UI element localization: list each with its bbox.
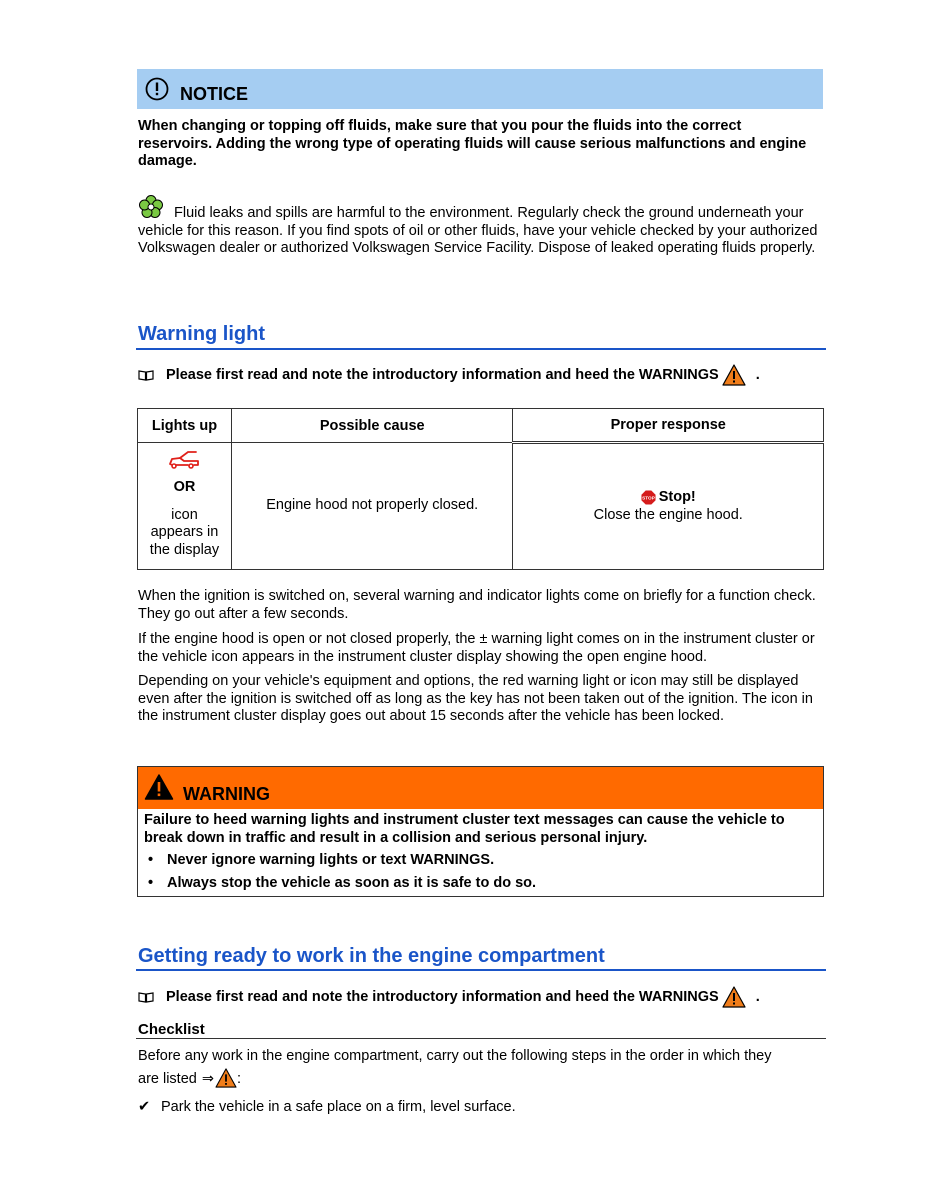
warning-triangle-icon — [215, 1068, 237, 1088]
table-row — [138, 443, 824, 570]
warning-title: WARNING — [183, 784, 270, 804]
heading-rule — [136, 348, 826, 350]
read-note — [138, 986, 760, 1008]
paragraph: Depending on your vehicle's equipment and options, the red warning light or icon may still be displayed even after the ignition is switched off as long as the key has not been taken out of the ignition. The icon in the instrument cluster display goes out about 15 seconds after the vehicle has been locked. — [138, 673, 813, 724]
warning-triangle-icon — [722, 986, 746, 1008]
or-label: OR — [173, 479, 196, 495]
section-heading-engine-compartment: Getting ready to work in the engine compartment — [138, 945, 605, 967]
intro-colon: : — [237, 1071, 242, 1087]
response-text: Close the engine hood. — [593, 506, 743, 523]
read-note-text: Please first read and note the introductory information and heed the WARNINGS — [166, 367, 719, 383]
read-note-text: Please first read and note the introductory information and heed the WARNINGS — [166, 989, 719, 1005]
table-header: Lights up — [138, 409, 232, 443]
warning-header — [138, 767, 823, 809]
warning-text: Failure to heed warning lights and instrument cluster text messages can cause the vehicle to break down in traffic and result in a collision and serious personal injury. — [144, 812, 785, 846]
arrow-icon: ⇒ — [201, 1071, 214, 1087]
paragraph: If the engine hood is open or not closed properly, the ± warning light comes on in the instrument cluster or the vehicle icon appears in the instrument cluster display showing the open engine hood. — [138, 631, 815, 665]
paragraph: When the ignition is switched on, several warning and indicator lights come on briefly for a function check. They go out after a few seconds. — [138, 588, 816, 622]
checklist-rule — [136, 1038, 826, 1039]
warning-triangle-icon — [144, 773, 174, 801]
table-header-row — [138, 409, 824, 443]
possible-cause-cell: Engine hood not properly closed. — [231, 443, 513, 570]
proper-response-cell — [513, 443, 824, 570]
notice-text: When changing or topping off fluids, make sure that you pour the fluids into the correct reservoirs. Adding the wrong type of operating fluids will cause serious malfunctions and engine damage. — [138, 118, 807, 169]
stop-label: Stop! — [658, 489, 696, 505]
table-header: Proper response — [513, 409, 824, 443]
warning-bullet: • Never ignore warning lights or text WARNINGS. — [148, 852, 495, 868]
check-mark-icon: ✔ — [138, 1099, 151, 1115]
checklist-item-text: Park the vehicle in a safe place on a firm, level surface. — [161, 1099, 516, 1115]
warning-bullet-text: Never ignore warning lights or text WARNINGS. — [167, 852, 495, 868]
book-icon — [138, 991, 154, 1003]
warning-body — [144, 812, 817, 892]
book-icon — [138, 369, 154, 381]
checklist-intro-line: Before any work in the engine compartment, carry out the following steps in the order in which they — [138, 1048, 772, 1064]
read-note — [138, 364, 760, 386]
warning-triangle-icon — [722, 364, 746, 386]
notice-exclamation-icon — [145, 77, 169, 101]
checklist-intro-line — [138, 1068, 241, 1089]
checklist-title: Checklist — [138, 1021, 205, 1038]
read-note-end: . — [755, 989, 760, 1005]
notice-title: NOTICE — [180, 84, 249, 104]
warning-light-table — [137, 408, 824, 570]
intro-text: are listed — [138, 1071, 197, 1087]
read-note-end: . — [755, 367, 760, 383]
warning-bullet-text: Always stop the vehicle as soon as it is safe to do so. — [167, 874, 537, 891]
warning-box — [137, 766, 824, 897]
table-header: Possible cause — [231, 409, 513, 443]
section-heading-warning-light: Warning light — [138, 323, 266, 345]
notice-header — [137, 69, 823, 109]
environment-note: Fluid leaks and spills are harmful to the environment. Regularly check the ground underneath your vehicle for this reason. If you find spots of oil or other fluids, have your vehicle checked by your authorized Volkswagen dealer or authorized Volkswagen Service Facility. Dispose of leaked operating fluids properly. — [138, 205, 818, 256]
checklist-item — [138, 1099, 516, 1117]
heading-rule — [136, 969, 826, 971]
car-hood-open-icon — [167, 449, 201, 471]
icon-display-text: icon appears in the display — [149, 506, 220, 558]
lights-up-cell — [138, 443, 232, 570]
stop-label-row — [514, 489, 822, 507]
warning-bullet: • Always stop the vehicle as soon as it is safe to do so. — [148, 874, 537, 891]
stop-sign-icon — [641, 490, 656, 505]
stop-sign-text: STOP — [641, 495, 655, 501]
